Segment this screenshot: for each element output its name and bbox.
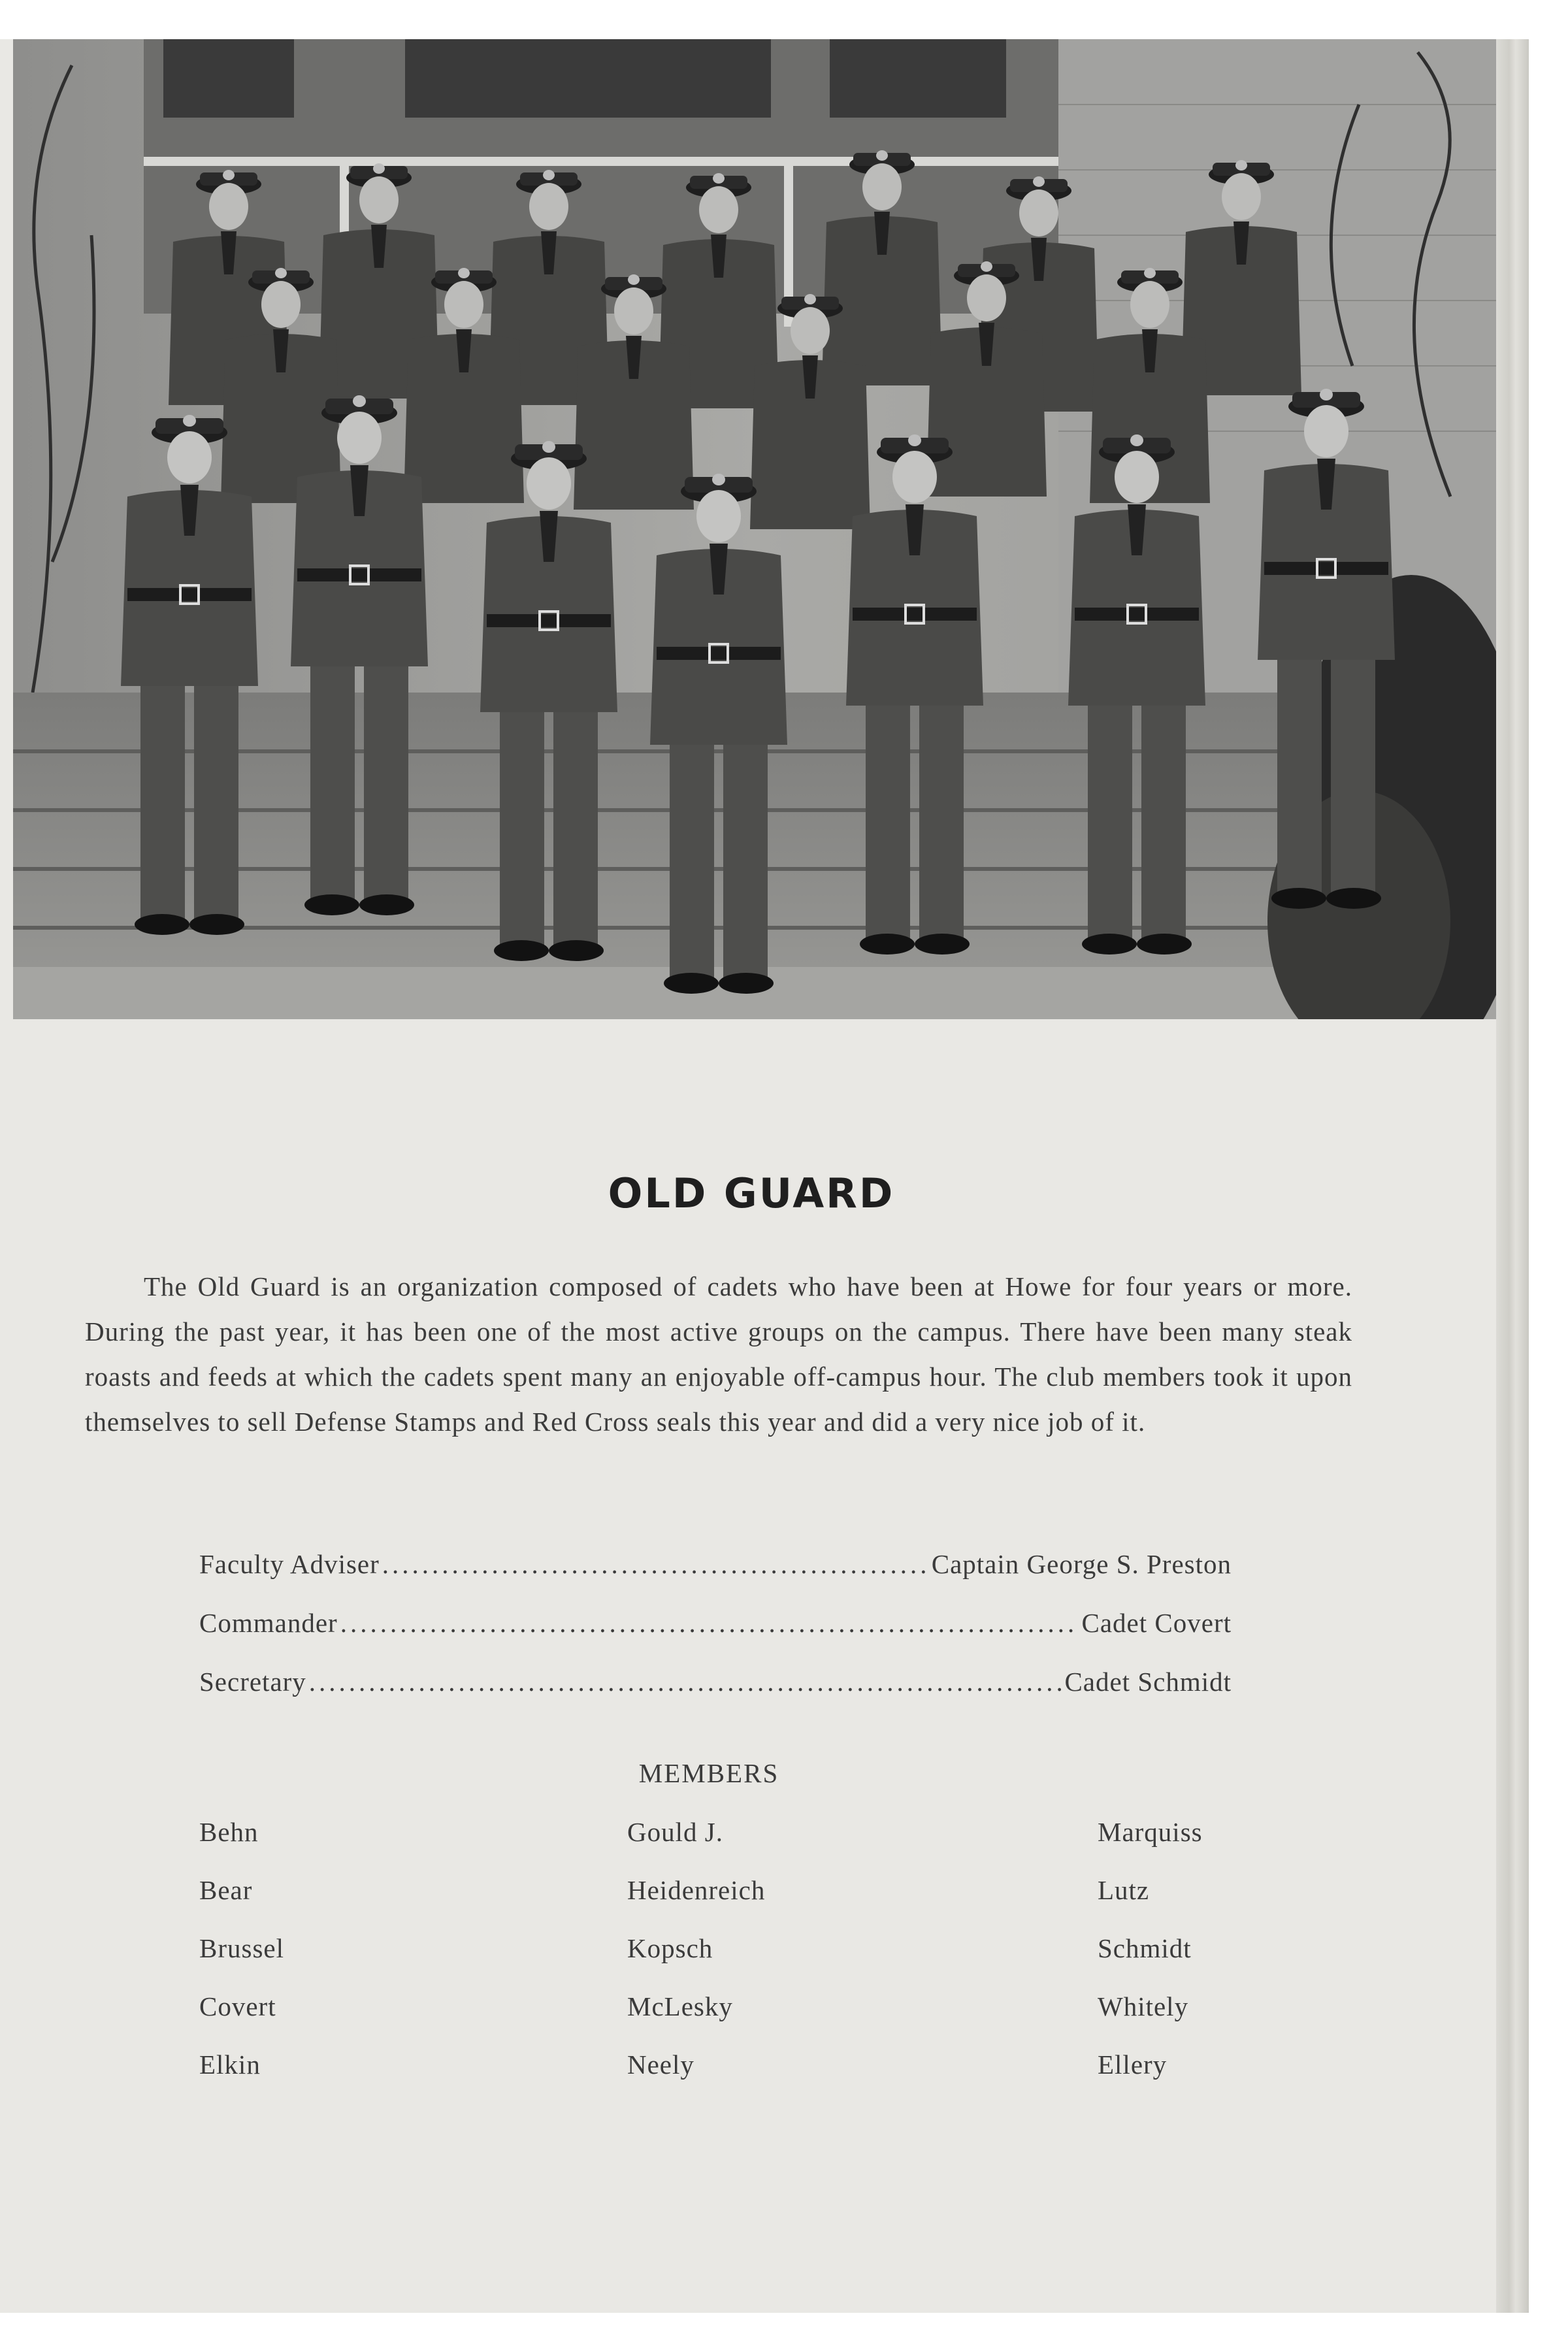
page-title: OLD GUARD <box>608 1169 895 1217</box>
dot-leader <box>309 1666 1062 1697</box>
officer-role: Faculty Adviser <box>199 1549 380 1579</box>
member-name: Covert <box>199 1991 276 2021</box>
officer-role: Secretary <box>199 1667 306 1697</box>
members-heading: MEMBERS <box>638 1758 779 1788</box>
officer-name: Captain George S. Preston <box>931 1549 1232 1579</box>
member-name: Heidenreich <box>627 1875 766 1905</box>
officers-list <box>199 1548 1232 1725</box>
intro-paragraph: The Old Guard is an organization composed of cadets who have been at Howe for four years or more. During the past year, it has been one of the most active groups on the campus. There have been many steak roasts and feeds at which the cadets spent many an enjoyable off-campus hour. The club members took it upon themselves to sell Defense Stamps and Red Cross seals this year and did a very nice job of it. <box>85 1271 1352 1437</box>
member-name: Schmidt <box>1098 1933 1192 1963</box>
group-photo-image <box>13 39 1496 1019</box>
group-photo <box>13 39 1496 1019</box>
member-name: Behn <box>199 1817 259 1847</box>
officer-row <box>199 1666 1232 1725</box>
member-name: Neely <box>627 2050 694 2080</box>
officer-row <box>199 1607 1232 1666</box>
member-name: Ellery <box>1098 2050 1168 2080</box>
member-name: Bear <box>199 1875 253 1905</box>
officer-role: Commander <box>199 1608 338 1638</box>
dot-leader <box>340 1607 1079 1639</box>
member-name: Whitely <box>1098 1991 1189 2021</box>
officer-name: Cadet Covert <box>1081 1608 1232 1638</box>
member-name: McLesky <box>627 1991 733 2021</box>
member-name: Gould J. <box>627 1817 723 1847</box>
dot-leader <box>382 1548 929 1580</box>
officer-name: Cadet Schmidt <box>1064 1667 1232 1697</box>
member-name: Kopsch <box>627 1933 713 1963</box>
officer-row <box>199 1548 1232 1607</box>
member-name: Marquiss <box>1098 1817 1203 1847</box>
member-name: Brussel <box>199 1933 284 1963</box>
member-name: Lutz <box>1098 1875 1150 1905</box>
member-name: Elkin <box>199 2050 261 2080</box>
members-list <box>199 1816 1310 2107</box>
